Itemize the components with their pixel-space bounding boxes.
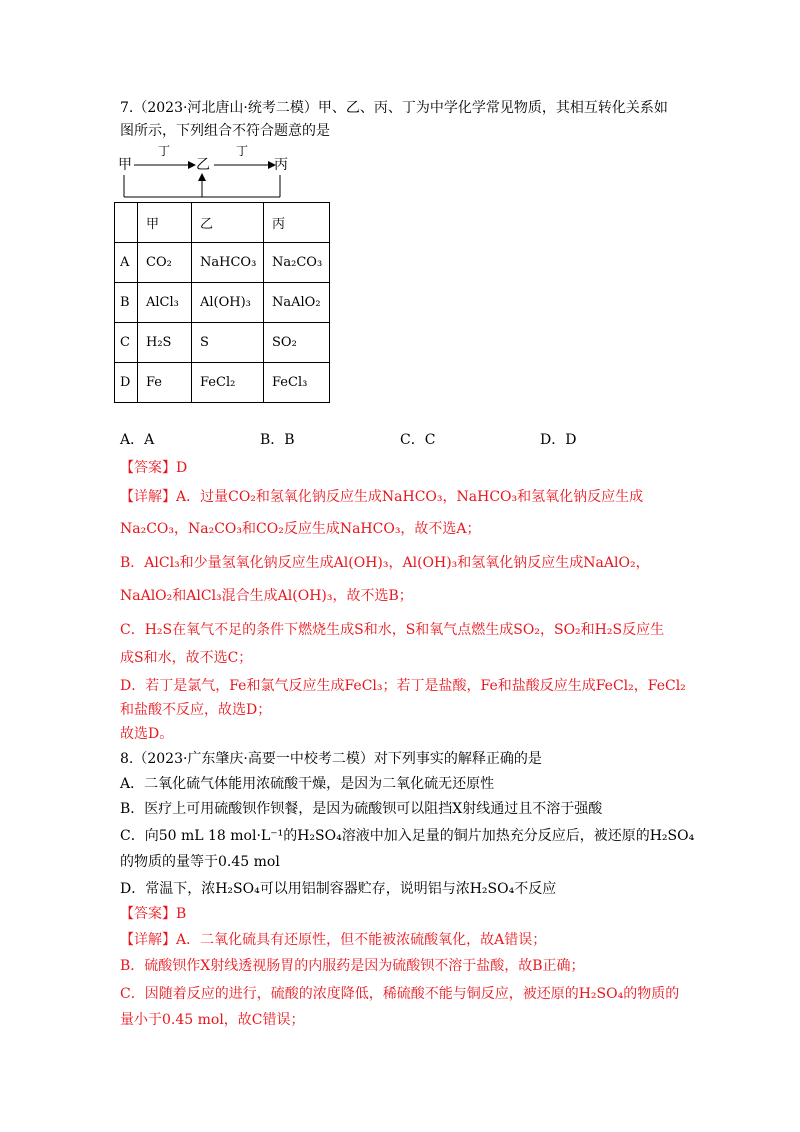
q8-explain-line: 量小于0.45 mol，故C错误； [120,1012,305,1028]
q7-option-c: C．C [400,432,436,448]
table-cell: H₂S [138,323,192,363]
q8-option-d: D．常温下，浓H₂SO₄可以用铝制容器贮存，说明铝与浓H₂SO₄不反应 [120,881,557,897]
table-header-row [115,203,330,243]
table-row [115,323,330,363]
q8-explain-line: 【详解】A．二氧化硫具有还原性，但不能被浓硫酸氧化，故A错误； [120,932,547,948]
table-cell: SO₂ [264,323,330,363]
table-cell: Fe [138,363,192,403]
q8-explain-line: B．硫酸钡作X射线透视肠胃的内服药是因为硫酸钡不溶于盐酸，故B正确； [120,958,585,974]
table-cell: FeCl₃ [264,363,330,403]
table-cell: NaAlO₂ [264,283,330,323]
table-row [115,283,330,323]
node-jia: 甲 [118,157,132,173]
table-cell [115,203,138,243]
q8-option-b: B．医疗上可用硫酸钡作钡餐，是因为硫酸钡可以阻挡X射线通过且不溶于强酸 [120,801,603,817]
table-cell: CO₂ [138,243,192,283]
table-cell: B [115,283,138,323]
arrow1-label: 丁 [158,144,171,158]
q7-option-d: D．D [540,432,577,448]
table-row [115,363,330,403]
table-cell: D [115,363,138,403]
q8-answer: 【答案】B [120,906,187,922]
table-cell: 乙 [192,203,264,243]
q8-option-a: A．二氧化硫气体能用浓硫酸干燥，是因为二氧化硫无还原性 [120,776,495,792]
table-cell: Al(OH)₃ [192,283,264,323]
q7-explain-line: D．若丁是氯气，Fe和氯气反应生成FeCl₃；若丁是盐酸，Fe和盐酸反应生成FeCl₂，FeCl₂ [120,678,686,694]
q7-explain-line: 【详解】A．过量CO₂和氢氧化钠反应生成NaHCO₃，NaHCO₃和氢氧化钠反应生成 [120,489,644,505]
q7-explain-line: C．H₂S在氧气不足的条件下燃烧生成S和水，S和氧气点燃生成SO₂，SO₂和H₂S反应生 [120,622,665,638]
table-cell: A [115,243,138,283]
substance-table [114,202,330,403]
q7-explain-line: NaAlO₂和AlCl₃混合生成Al(OH)₃，故不选B； [120,588,413,604]
table-cell: 丙 [264,203,330,243]
node-yi: 乙 [196,157,210,173]
diagram-arrows [118,145,298,203]
q7-option-a: A．A [120,432,155,448]
table-cell: C [115,323,138,363]
q8-option-c-cont: 的物质的量等于0.45 mol [120,854,280,870]
table-cell: NaHCO₃ [192,243,264,283]
node-bing: 丙 [274,157,288,173]
table-cell: 甲 [138,203,192,243]
table-cell: FeCl₂ [192,363,264,403]
q7-stem-line1: 7.（2023·河北唐山·统考二模）甲、乙、丙、丁为中学化学常见物质，其相互转化关系如 [120,100,668,116]
conversion-diagram [118,145,298,203]
q7-explain-line: Na₂CO₃，Na₂CO₃和CO₂反应生成NaHCO₃，故不选A； [120,521,481,537]
arrow2-label: 丁 [236,144,249,158]
q8-option-c: C．向50 mL 18 mol·L⁻¹的H₂SO₄溶液中加入足量的铜片加热充分反应后，被还原的H₂SO₄ [120,828,695,844]
q7-explain-line: 成S和水，故不选C； [120,650,253,666]
q7-explain-line: 和盐酸不反应，故选D； [120,702,272,718]
q8-stem: 8.（2023·广东肇庆·高要一中校考二模）对下列事实的解释正确的是 [120,751,542,767]
table-cell: Na₂CO₃ [264,243,330,283]
table-cell: S [192,323,264,363]
q7-option-b: B．B [260,432,295,448]
table-row [115,243,330,283]
table-cell: AlCl₃ [138,283,192,323]
q8-explain-line: C．因随着反应的进行，硫酸的浓度降低，稀硫酸不能与铜反应，被还原的H₂SO₄的物质的 [120,986,680,1002]
q7-answer: 【答案】D [120,460,188,476]
q7-stem-line2: 图所示，下列组合不符合题意的是 [120,123,330,139]
q7-explain-line: B．AlCl₃和少量氢氧化钠反应生成Al(OH)₃，Al(OH)₃和氢氧化钠反应生成NaAlO₂， [120,555,650,571]
q7-explain-line: 故选D。 [120,726,174,742]
